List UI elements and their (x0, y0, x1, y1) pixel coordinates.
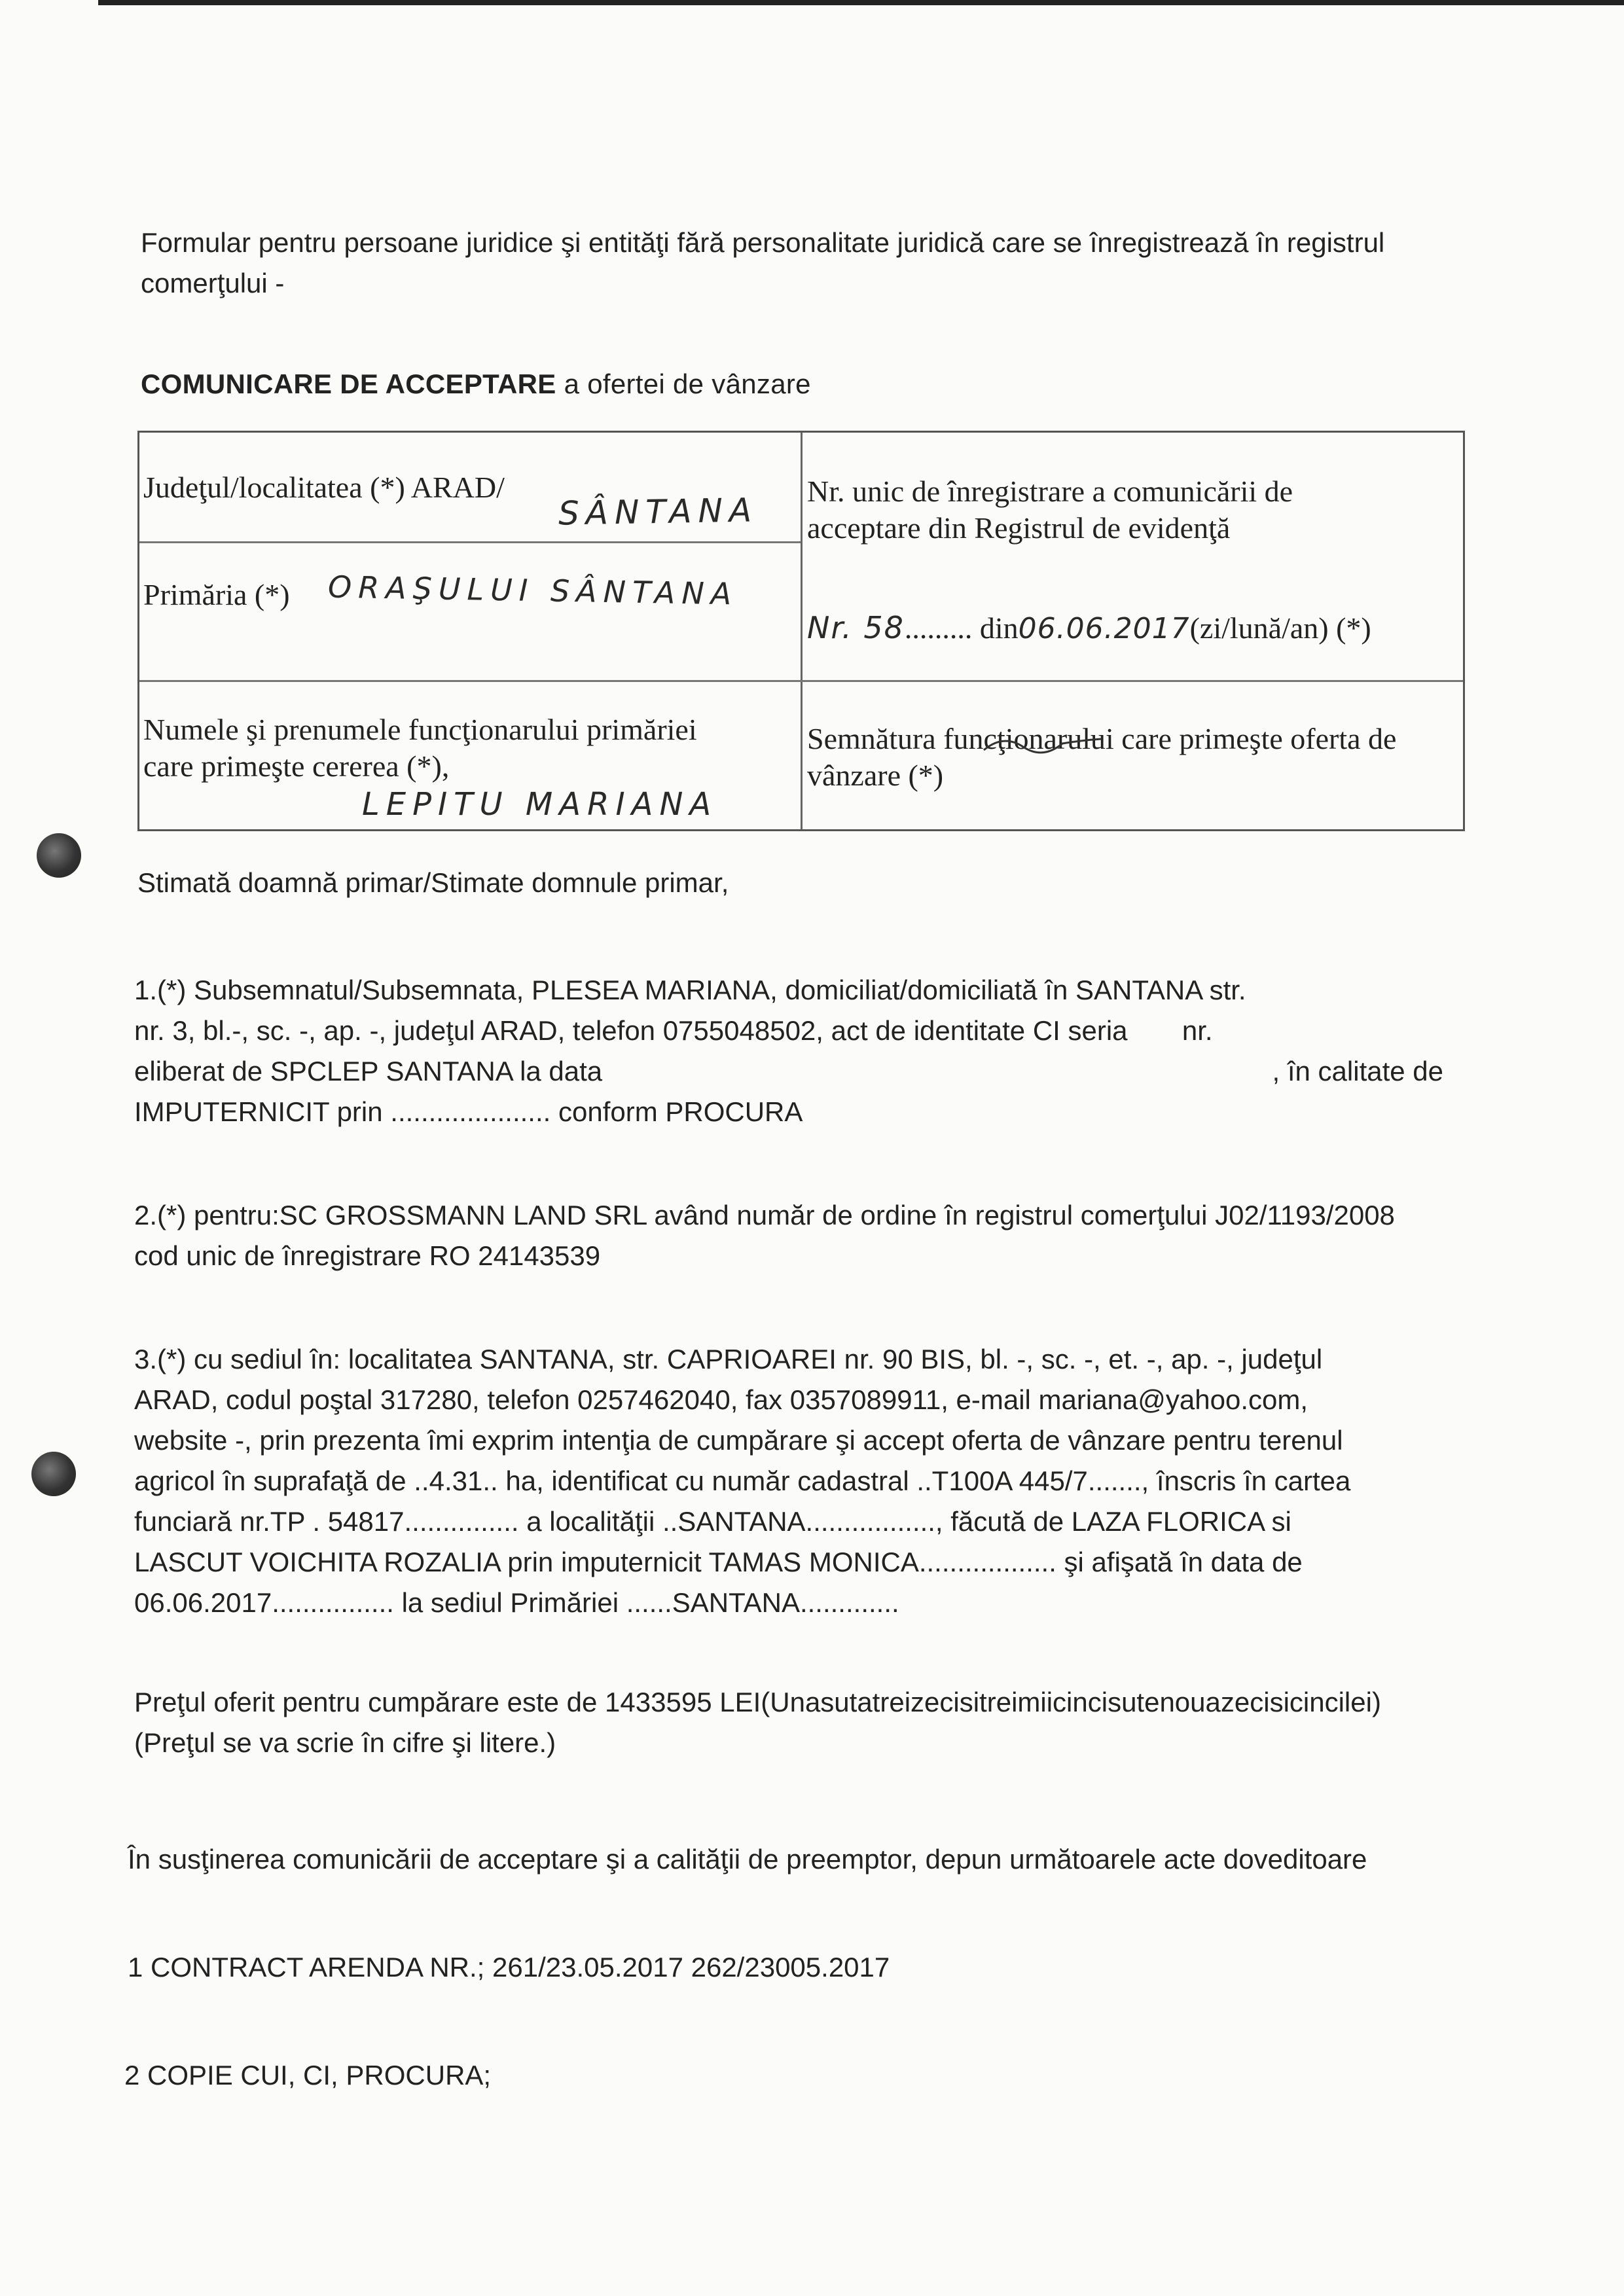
p1-line1: 1.(*) Subsemnatul/Subsemnata, PLESEA MARIANA, domiciliat/domiciliată în SANTANA str. (134, 975, 1246, 1005)
judet-label: Judeţul/localitatea (*) ARAD/ (143, 471, 505, 504)
form-intro (141, 223, 1515, 304)
primaria-label: Primăria (*) (143, 578, 290, 611)
cell-primaria (143, 577, 290, 613)
punch-hole-top (37, 833, 81, 878)
p3-line5: funciară nr.TP . 54817............... a localităţii ..SANTANA................., făcută de LAZA FLORICA si (134, 1506, 1291, 1537)
date-format-label: (zi/lună/an) (*) (1189, 611, 1371, 645)
cell-functionar-signature (807, 721, 1462, 794)
nr-handwritten: Nr. 58 (807, 610, 905, 645)
registration-table (137, 431, 1465, 831)
price-line2: (Preţul se va scrie în cifre şi litere.) (134, 1727, 556, 1758)
signature-line2: vânzare (*) (807, 759, 944, 792)
din-label: din (972, 611, 1019, 645)
document-title-rest: a ofertei de vânzare (556, 368, 811, 399)
salutation: Stimată doamnă primar/Stimate domnule primar, (137, 867, 729, 898)
cell-nr-date (807, 609, 1462, 647)
p3-line2: ARAD, codul poştal 317280, telefon 0257462040, fax 0357089911, e-mail mariana@yahoo.com, (134, 1384, 1308, 1415)
primaria-handwritten: ORAŞULUI SÂNTANA (327, 569, 738, 612)
p1-line4: IMPUTERNICIT prin ..................... conform PROCURA (134, 1096, 803, 1127)
p3-line7: 06.06.2017................ la sediul Primăriei ......SANTANA............. (134, 1587, 899, 1618)
paragraph-3 (134, 1339, 1483, 1623)
p3-line4: agricol în suprafaţă de ..4.31.. ha, identificat cu număr cadastral ..T100A 445/7......., înscris în cartea (134, 1465, 1351, 1496)
signature-line1: Semnătura funcţionarului care primeşte oferta de (807, 722, 1397, 755)
document-title-bold: COMUNICARE DE ACCEPTARE (141, 368, 556, 399)
p3-line6: LASCUT VOICHITA ROZALIA prin imputernicit TAMAS MONICA.................. şi afişată în data de (134, 1547, 1303, 1577)
paragraph-2 (134, 1195, 1483, 1276)
p1-line2: nr. 3, bl.-, sc. -, ap. -, judeţul ARAD, telefon 0755048502, act de identitate CI seria nr. (134, 1015, 1213, 1046)
punch-hole-bottom (31, 1452, 76, 1496)
paragraph-1 (134, 970, 1483, 1132)
table-column-divider (801, 433, 803, 829)
functionar-handwritten-name: LEPITU MARIANA (362, 786, 718, 823)
nr-dots: ......... (904, 611, 973, 645)
scan-top-edge (98, 0, 1624, 5)
functionar-line1: Numele şi prenumele funcţionarului primăriei (143, 713, 697, 746)
judet-handwritten: SÂNTANA (558, 491, 759, 533)
document-title (141, 364, 811, 404)
cell-functionar-name (143, 711, 798, 785)
p3-line1: 3.(*) cu sediul în: localitatea SANTANA, str. CAPRIOAREI nr. 90 BIS, bl. -, sc. -, et. -, ap. -, judeţul (134, 1344, 1323, 1374)
date-handwritten: 06.06.2017 (1018, 612, 1190, 645)
price-paragraph (134, 1682, 1483, 1763)
document-item-1: 1 CONTRACT ARENDA NR.; 261/23.05.2017 262/23005.2017 (128, 1952, 890, 1982)
cell-nr-unic (807, 473, 1462, 547)
p1-line3: eliberat de SPCLEP SANTANA la data , în calitate de (134, 1056, 1444, 1086)
p2-line1: 2.(*) pentru:SC GROSSMANN LAND SRL având număr de ordine în registrul comerţului J02/1193/2008 (134, 1200, 1395, 1230)
p3-line3: website -, prin prezenta îmi exprim intenţia de cumpărare şi accept oferta de vânzare pentru terenul (134, 1425, 1343, 1456)
document-item-2: 2 COPIE CUI, CI, PROCURA; (124, 2060, 492, 2090)
table-row-divider-left (139, 541, 801, 543)
supporting-documents-intro: În susţinerea comunicării de acceptare şi a calităţii de preemptor, depun următoarele acte doveditoare (128, 1844, 1367, 1874)
form-intro-line1: Formular pentru persoane juridice şi entităţi fără personalitate juridică care se înregistrează în registrul (141, 227, 1385, 258)
table-row-divider (139, 680, 1463, 682)
p2-line2: cod unic de înregistrare RO 24143539 (134, 1240, 601, 1271)
nr-unic-line2: acceptare din Registrul de evidenţă (807, 511, 1231, 545)
signature-mark (977, 721, 1108, 766)
form-intro-line2: comerţului - (141, 268, 285, 298)
nr-unic-line1: Nr. unic de înregistrare a comunicării de (807, 475, 1293, 508)
functionar-line2: care primeşte cererea (*), (143, 749, 450, 783)
price-line1: Preţul oferit pentru cumpărare este de 1433595 LEI(Unasutatreizecisitreimiicincisutenouazecisicincilei) (134, 1687, 1381, 1717)
